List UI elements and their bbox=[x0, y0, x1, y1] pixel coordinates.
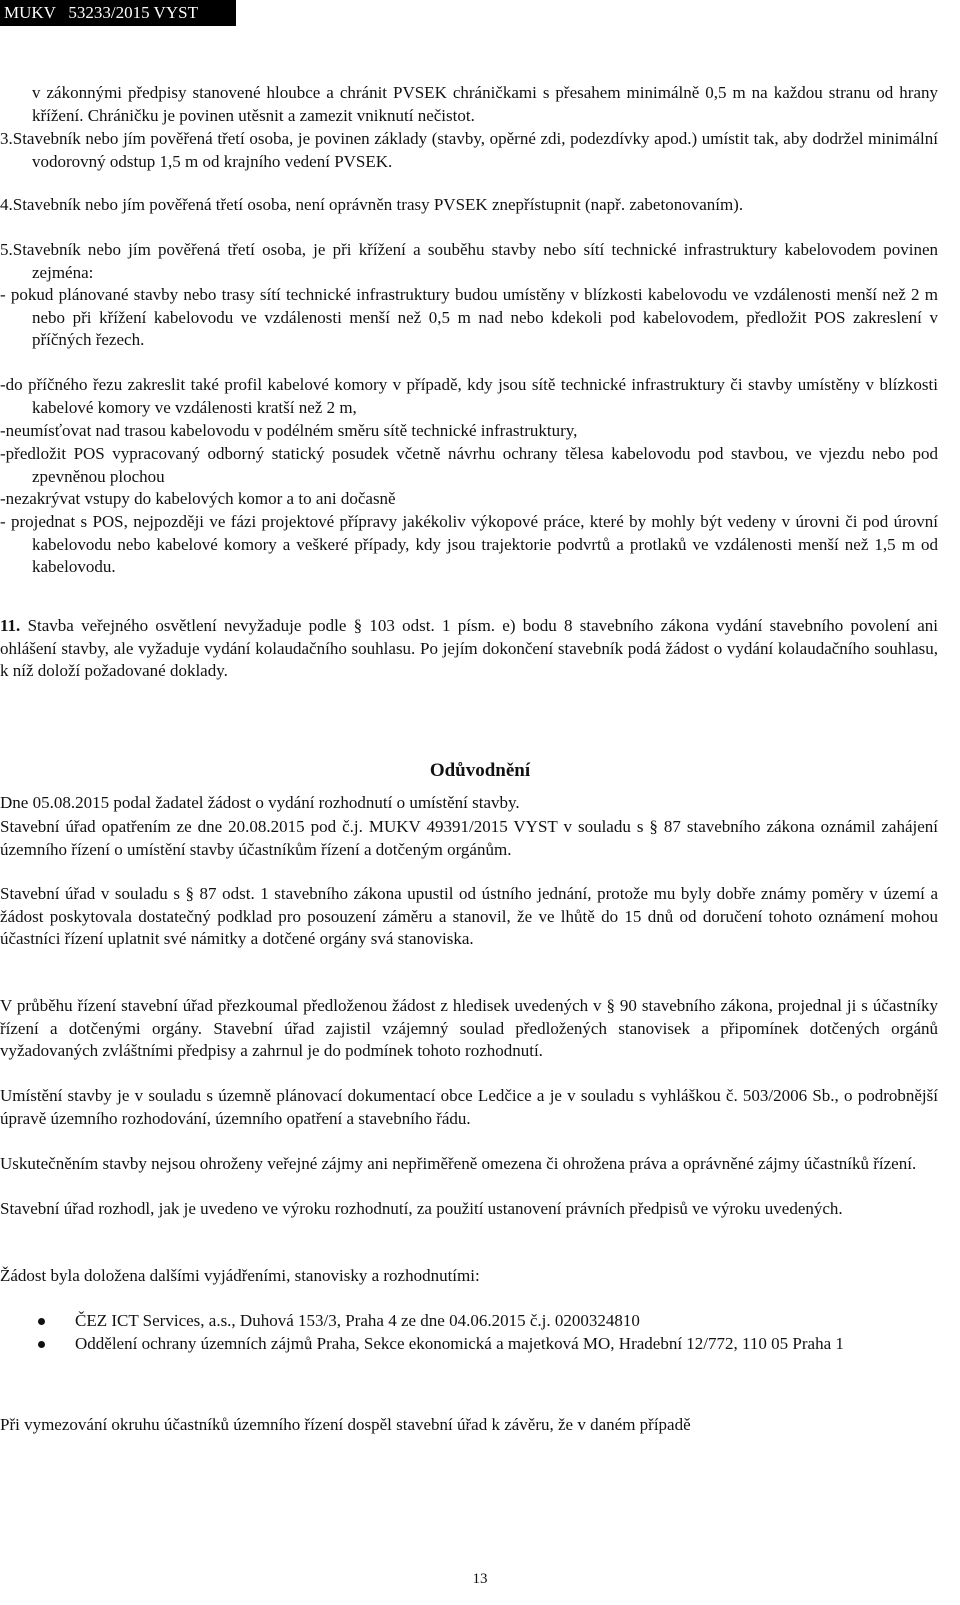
reasoning-r2 bbox=[0, 816, 938, 861]
attachment-item-2: Oddělení ochrany územních zájmů Praha, Sekce ekonomická a majetková MO, Hradební 12/772, 110 05 Praha 1 bbox=[75, 1333, 844, 1353]
attachment-bullets bbox=[0, 1310, 920, 1355]
reasoning-paragraph-5: Umístění stavby je v souladu s územně plánovací dokumentací obce Ledčice a je v souladu s vyhláškou č. 503/2006 Sb., o podrobnější úpravě územního rozhodování, územního opatření a stavebního řádu. bbox=[0, 1086, 938, 1128]
paragraph-condition-3: 3.Stavebník nebo jím pověřená třetí osoba, je povinen základy (stavby, opěrné zdi, podezdívky apod.) umístit tak, aby dodržel minimální vodorovný odstup 1,5 m od krajního vedení PVSEK. bbox=[0, 129, 938, 171]
condition-5-dash-6 bbox=[0, 511, 938, 579]
dash-item-4: -předložit POS vypracovaný odborný statický posudek včetně návrhu ochrany tělesa kabelovodu pod stavbou, ve vjezdu nebo pod zpevněnou plochou bbox=[0, 444, 938, 486]
item-11-number: 11. bbox=[0, 616, 21, 635]
dash-item-3: -neumísťovat nad trasou kabelovodu v podélném směru sítě technické infrastruktury, bbox=[0, 421, 578, 440]
reasoning-r7 bbox=[0, 1198, 938, 1221]
attachment-item-1: ČEZ ICT Services, a.s., Duhová 153/3, Praha 4 ze dne 04.06.2015 č.j. 0200324810 bbox=[75, 1311, 640, 1330]
item-11-text: Stavba veřejného osvětlení nevyžaduje podle § 103 odst. 1 písm. e) bodu 8 stavebního zákona vydání stavebního povolení ani ohlášení stavby, ale vyžaduje vydání kolaudačního souhlasu. Po jejím dokončení stavebník podá žádost o vydání kolaudačního souhlasu, k níž doloží požadované doklady. bbox=[0, 616, 938, 680]
reasoning-r1 bbox=[0, 792, 938, 815]
list-item bbox=[0, 1310, 920, 1333]
reasoning-paragraph-1: Dne 05.08.2015 podal žadatel žádost o vydání rozhodnutí o umístění stavby. bbox=[0, 793, 520, 812]
condition-continuation bbox=[32, 82, 938, 127]
dash-item-2: -do příčného řezu zakreslit také profil kabelové komory v případě, kdy jsou sítě technické infrastruktury či stavby umístěny v blízkosti kabelové komory ve vzdálenosti kratší než 2 m, bbox=[0, 375, 938, 417]
dash-item-1: - pokud plánované stavby nebo trasy sítí technické infrastruktury budou umístěny v blízkosti kabelovodu ve vzdálenosti menší než 2 m nebo při křížení kabelovodu ve vzdálenosti menší než 0,5 m nad nebo kdekoli pod kabelovodem, předložit POS zakreslení v příčných řezech. bbox=[0, 285, 938, 349]
closing bbox=[0, 1414, 938, 1437]
page-number: 13 bbox=[472, 1571, 488, 1587]
reasoning-paragraph-3: Stavební úřad v souladu s § 87 odst. 1 stavebního zákona upustil od ústního jednání, protože mu byly dobře známy poměry v území a žádost poskytovala dostatečný podklad pro posouzení záměru a stanovil, že ve lhůtě do 15 dnů od doručení tohoto oznámení mohou účastníci řízení uplatnit své námitky a dotčené orgány svá stanoviska. bbox=[0, 884, 938, 948]
bullet-dot-icon bbox=[38, 1318, 45, 1325]
document-reference-header: MUKV 53233/2015 VYST bbox=[0, 0, 236, 26]
paragraph-item-11 bbox=[0, 615, 938, 683]
list-item bbox=[0, 1333, 920, 1356]
paragraph-condition-4: 4.Stavebník nebo jím pověřená třetí osoba, není oprávněn trasy PVSEK znepřístupnit (např. zabetonovaním). bbox=[0, 195, 744, 214]
reasoning-title: Odůvodnění bbox=[429, 760, 531, 781]
condition-5-dash-5 bbox=[0, 488, 938, 511]
reasoning-r6 bbox=[0, 1153, 938, 1176]
item-11 bbox=[0, 615, 938, 683]
reasoning-r3 bbox=[0, 883, 938, 951]
reasoning-paragraph-2: Stavební úřad opatřením ze dne 20.08.2015 pod č.j. MUKV 49391/2015 VYST v souladu s § 87 stavebního zákona oznámil zahájení územního řízení o umístění stavby účastníkům řízení a dotčeným orgánům. bbox=[0, 817, 938, 859]
dash-item-6: - projednat s POS, nejpozději ve fázi projektové přípravy jakékoliv výkopové práce, které by mohly být vedeny v úrovni či pod úrovní kabelovodu nebo kabelové komory a veškeré případy, kdy jsou trajektorie podvrtů a protlaků ve vzdálenosti menší než 1,5 m od kabelovodu. bbox=[0, 512, 938, 576]
condition-5-dash-3 bbox=[0, 420, 938, 443]
reasoning-paragraph-7: Stavební úřad rozhodl, jak je uvedeno ve výroku rozhodnutí, za použití ustanovení právních předpisů ve výroku uvedených. bbox=[0, 1199, 843, 1218]
dash-item-5: -nezakrývat vstupy do kabelových komor a to ani dočasně bbox=[0, 489, 396, 508]
reasoning-paragraph-6: Uskutečněním stavby nejsou ohroženy veřejné zájmy ani nepřiměřeně omezena či ohrožena práva a oprávněné zájmy účastníků řízení. bbox=[0, 1154, 917, 1173]
paragraph-condition-5: 5.Stavebník nebo jím pověřená třetí osoba, je při křížení a souběhu stavby nebo sítí technické infrastruktury kabelovodem povinen zejména: bbox=[0, 240, 938, 282]
condition-5 bbox=[0, 239, 938, 284]
attachments-list bbox=[0, 1310, 920, 1355]
condition-5-dash-1 bbox=[0, 284, 938, 352]
condition-5-dash-4 bbox=[0, 443, 938, 488]
attachments-intro-text: Žádost byla doložena dalšími vyjádřeními, stanovisky a rozhodnutími: bbox=[0, 1266, 480, 1285]
attachments-intro bbox=[0, 1265, 938, 1288]
reasoning-r4 bbox=[0, 995, 938, 1063]
reasoning-r5 bbox=[0, 1085, 938, 1130]
reasoning-paragraph-4: V průběhu řízení stavební úřad přezkoumal předloženou žádost z hledisek uvedených v § 90 stavebního zákona, projednal ji s účastníky řízení a dotčenými orgány. Stavební úřad zajistil vzájemný soulad předložených stanovisek a připomínek dotčených orgánů vyžadovaných zvláštními předpisy a zahrnul je do podmínek tohoto rozhodnutí. bbox=[0, 996, 938, 1060]
closing-text: Při vymezování okruhu účastníků územního řízení dospěl stavební úřad k závěru, že v daném případě bbox=[0, 1415, 691, 1434]
paragraph-chranicka: v zákonnými předpisy stanovené hloubce a chránit PVSEK chráničkami s přesahem minimálně 0,5 m na každou stranu od hrany křížení. Chráničku je povinen utěsnit a zamezit vniknutí nečistot. bbox=[32, 83, 938, 125]
condition-4 bbox=[0, 194, 938, 217]
condition-5-dash-2 bbox=[0, 374, 938, 419]
condition-3 bbox=[0, 128, 938, 173]
bullet-dot-icon bbox=[38, 1341, 45, 1348]
